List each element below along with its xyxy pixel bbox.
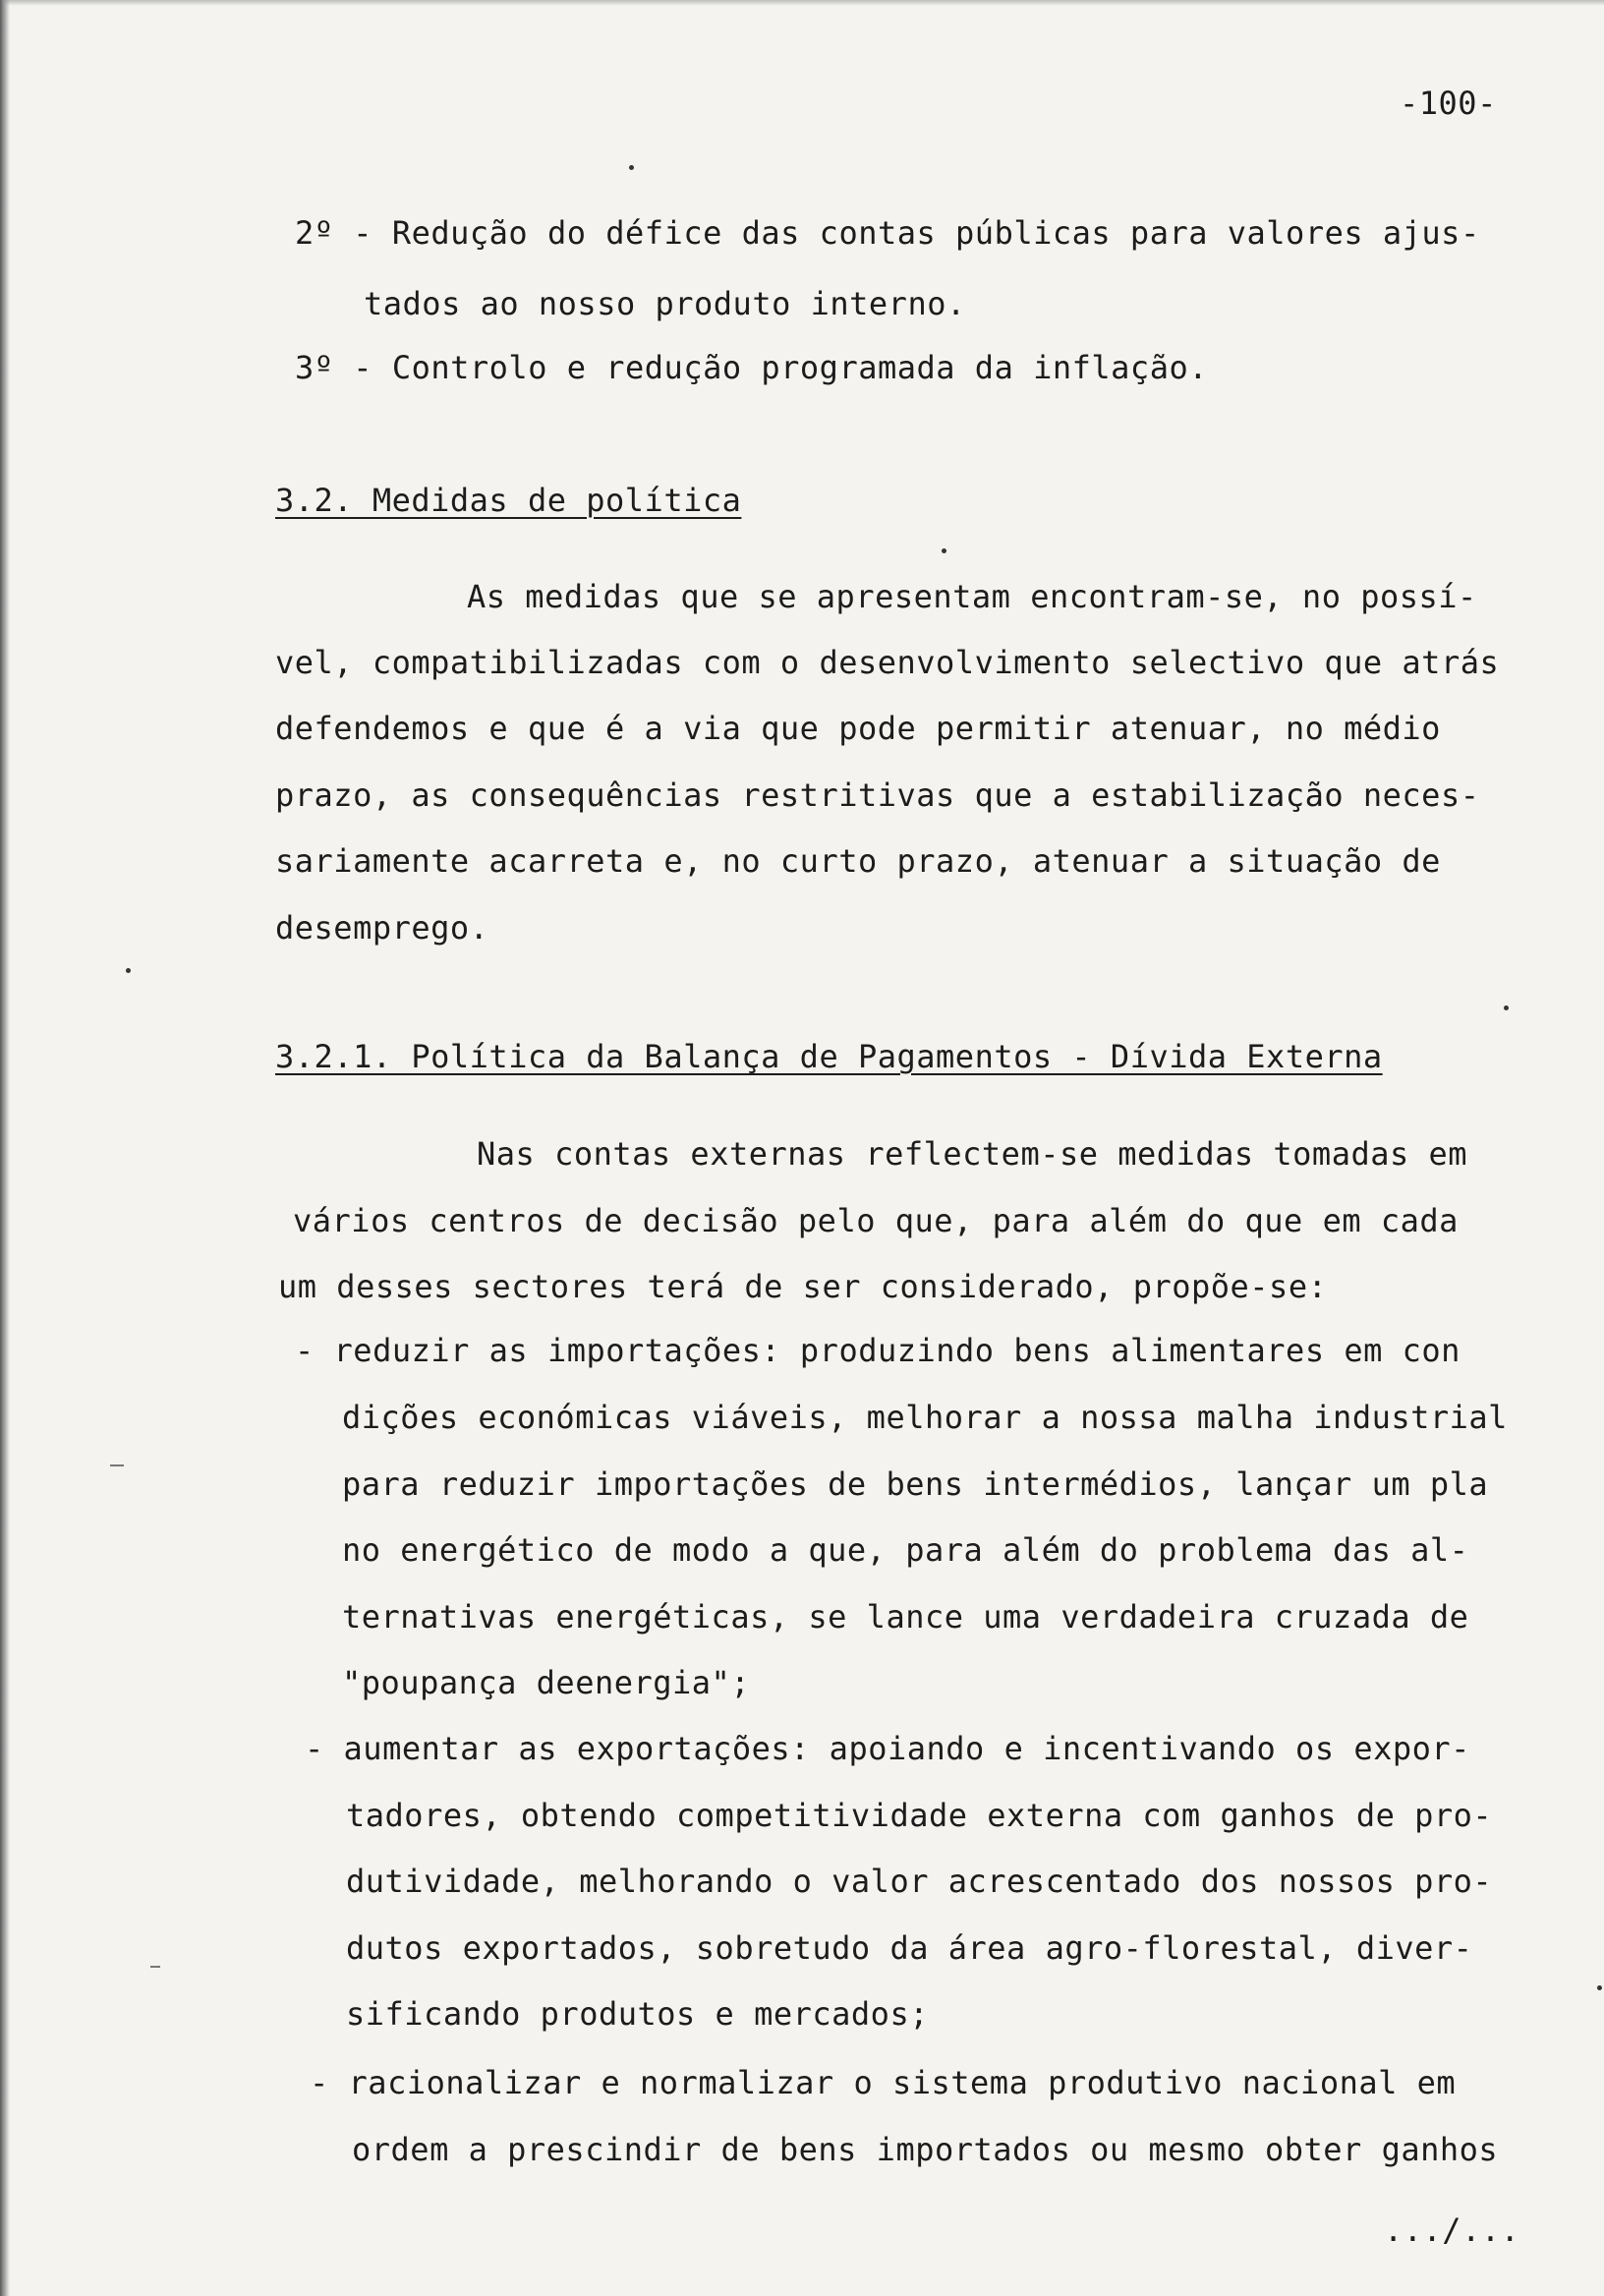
bullet-item: - aumentar as exportações: apoiando e incentivando os expor- [305,1730,1470,1767]
section-heading-3-2: 3.2. Medidas de política [275,482,742,519]
paragraph-line: desemprego. [275,909,489,947]
paragraph-line: um desses sectores terá de ser considerado, propõe-se: [278,1268,1328,1305]
bullet-item-continuation: "poupança deenergia"; [342,1664,751,1701]
bullet-item-continuation: ordem a prescindir de bens importados ou mesmo obter ganhos [352,2131,1499,2168]
paragraph-line: Nas contas externas reflectem-se medidas tomadas em [477,1135,1468,1173]
speck [126,968,131,973]
paragraph-line: vários centros de decisão pelo que, para além do que em cada [293,1202,1459,1239]
bullet-item-continuation: dutividade, melhorando o valor acrescentado dos nossos pro- [346,1863,1493,1900]
continuation-mark: .../... [1384,2211,1520,2249]
speck [942,548,946,553]
paragraph-line: As medidas que se apresentam encontram-se, no possí- [467,578,1477,615]
page-number: -100- [1400,85,1497,122]
bullet-item-continuation: no energético de modo a que, para além do problema das al- [342,1531,1469,1569]
speck [1504,1005,1509,1010]
paragraph-line: defendemos e que é a via que pode permitir atenuar, no médio [275,710,1441,747]
bullet-item: - reduzir as importações: produzindo bens alimentares em con [295,1332,1461,1369]
bullet-item-continuation: tadores, obtendo competitividade externa com ganhos de pro- [346,1797,1493,1834]
scan-edge-left [0,0,10,2296]
scan-edge-top [0,0,1604,6]
bullet-item-continuation: dições económicas viáveis, melhorar a nossa malha industrial [342,1399,1508,1436]
section-heading-3-2-1: 3.2.1. Política da Balança de Pagamentos - Dívida Externa [275,1038,1383,1075]
speck [1597,1985,1602,1990]
bullet-item-continuation: dutos exportados, sobretudo da área agro-florestal, diver- [346,1929,1473,1967]
list-item-2-continuation: tados ao nosso produto interno. [364,285,966,322]
paragraph-line: sariamente acarreta e, no curto prazo, atenuar a situação de [275,842,1441,880]
list-item-3: 3º - Controlo e redução programada da inflação. [295,349,1208,386]
paragraph-line: vel, compatibilizadas com o desenvolvimento selectivo que atrás [275,644,1500,681]
paragraph-line: prazo, as consequências restritivas que a estabilização neces- [275,776,1480,814]
list-item-2: 2º - Redução do défice das contas públicas para valores ajus- [295,214,1480,252]
bullet-item-continuation: ternativas energéticas, se lance uma verdadeira cruzada de [342,1598,1469,1636]
bullet-item: - racionalizar e normalizar o sistema produtivo nacional em [310,2064,1457,2101]
speck [150,1966,160,1968]
speck [629,165,634,170]
speck [110,1464,124,1466]
bullet-item-continuation: para reduzir importações de bens intermédios, lançar um pla [342,1465,1489,1503]
bullet-item-continuation: sificando produtos e mercados; [346,1995,929,2033]
